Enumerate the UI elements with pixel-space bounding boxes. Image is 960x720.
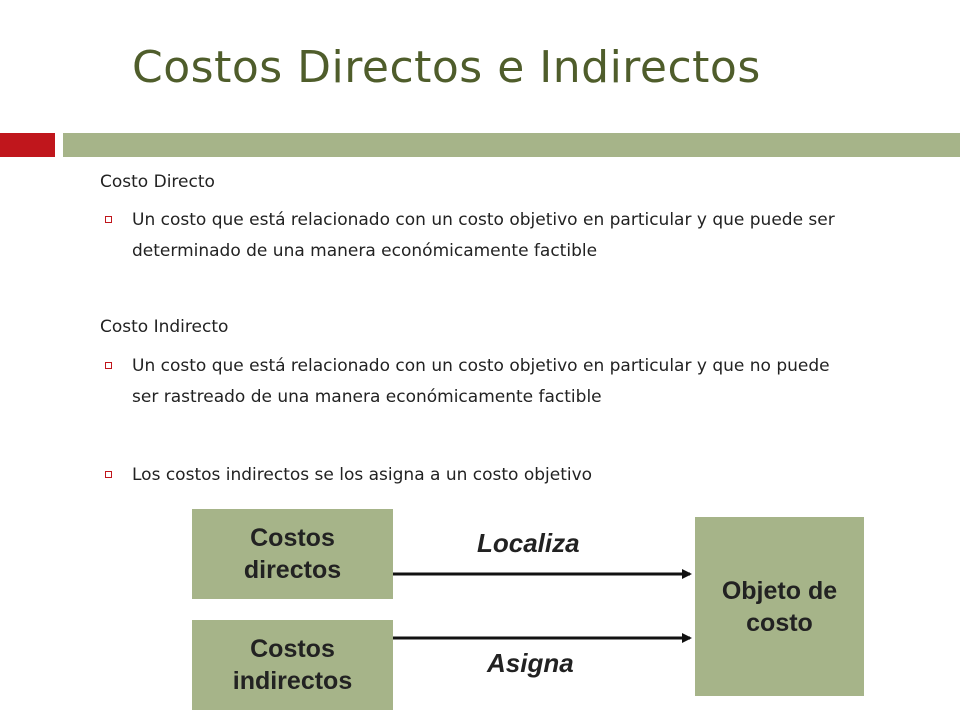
slide-title: Costos Directos e Indirectos [132, 42, 761, 93]
indirect-cost-heading: Costo Indirecto [100, 317, 229, 337]
trace-arrow-label: Localiza [477, 528, 580, 558]
direct-costs-box: Costos directos [192, 509, 393, 599]
assign-arrow-label: Asigna [487, 648, 574, 678]
assign-statement: Los costos indirectos se los asigna a un costo objetivo [132, 465, 593, 485]
direct-cost-definition: Un costo que está relacionado con un costo objetivo en particular y que puede ser determinado de una manera económicamente factible [132, 210, 835, 261]
direct-cost-heading: Costo Directo [100, 172, 215, 192]
cost-object-box: Objeto de costo [695, 517, 864, 696]
indirect-costs-box: Costos indirectos [192, 620, 393, 710]
indirect-cost-definition: Un costo que está relacionado con un costo objetivo en particular y que no puede ser rastreado de una manera económicamente factible [132, 356, 830, 407]
